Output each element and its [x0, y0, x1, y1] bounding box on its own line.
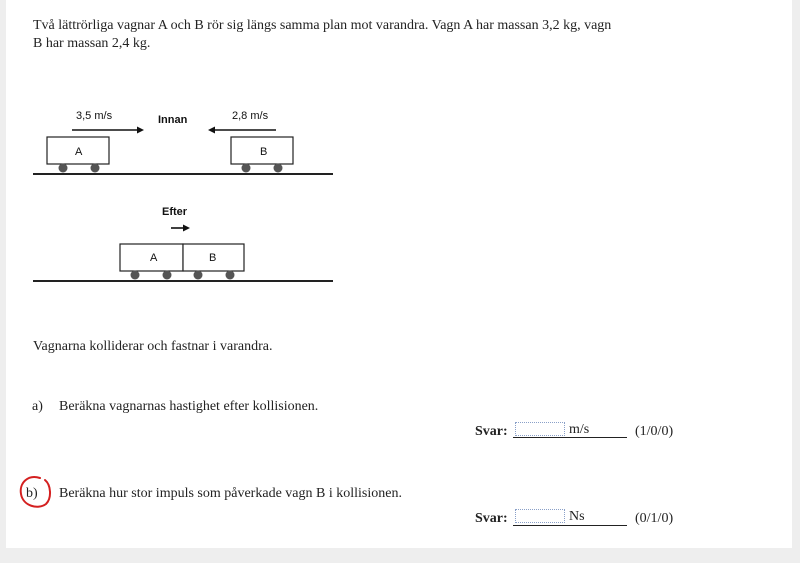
answer-b-input[interactable]	[515, 509, 565, 523]
answer-b-unit: Ns	[569, 509, 585, 524]
cart-a-before	[47, 137, 109, 173]
collision-statement: Vagnarna kolliderar och fastnar i varandra.	[33, 339, 273, 354]
wheel	[194, 271, 203, 280]
cart-b-before-label: B	[260, 146, 268, 158]
cart-a-after-label: A	[150, 252, 158, 264]
question-a-number: a)	[32, 399, 43, 414]
after-label: Efter	[162, 206, 188, 218]
answer-b-label: Svar:	[475, 511, 508, 526]
question-b-points: (0/1/0)	[635, 511, 674, 526]
question-a-text: Beräkna vagnarnas hastighet efter kollisionen.	[59, 399, 319, 414]
wheel	[59, 164, 68, 173]
cart-a-after	[120, 244, 183, 280]
exam-page	[6, 0, 792, 548]
wheel	[242, 164, 251, 173]
question-a-points: (1/0/0)	[635, 424, 674, 439]
answer-a-unit: m/s	[569, 422, 590, 437]
arrow-left-b-icon	[208, 127, 276, 134]
arrow-right-after-icon	[171, 225, 190, 232]
wheel	[131, 271, 140, 280]
cart-b-after-label: B	[209, 252, 217, 264]
answer-a-input[interactable]	[515, 422, 565, 436]
speed-a-label: 3,5 m/s	[76, 110, 113, 122]
question-b-number: b)	[26, 486, 38, 501]
cart-a-before-label: A	[75, 146, 83, 158]
wheel	[226, 271, 235, 280]
answer-a-label: Svar:	[475, 424, 508, 439]
cart-b-after	[183, 244, 244, 280]
arrow-right-a-icon	[72, 127, 144, 134]
before-label: Innan	[158, 114, 188, 126]
wheel	[91, 164, 100, 173]
intro-line-1: Två lättrörliga vagnar A och B rör sig längs samma plan mot varandra. Vagn A har massan 3,2 kg, vagn	[33, 18, 612, 33]
cart-b-before	[231, 137, 293, 173]
wheel	[274, 164, 283, 173]
intro-line-2: B har massan 2,4 kg.	[33, 36, 151, 51]
question-b-text: Beräkna hur stor impuls som påverkade vagn B i kollisionen.	[59, 486, 402, 501]
carts-figure	[6, 0, 792, 300]
answer-b-underline	[513, 525, 627, 526]
wheel	[163, 271, 172, 280]
speed-b-label: 2,8 m/s	[232, 110, 269, 122]
